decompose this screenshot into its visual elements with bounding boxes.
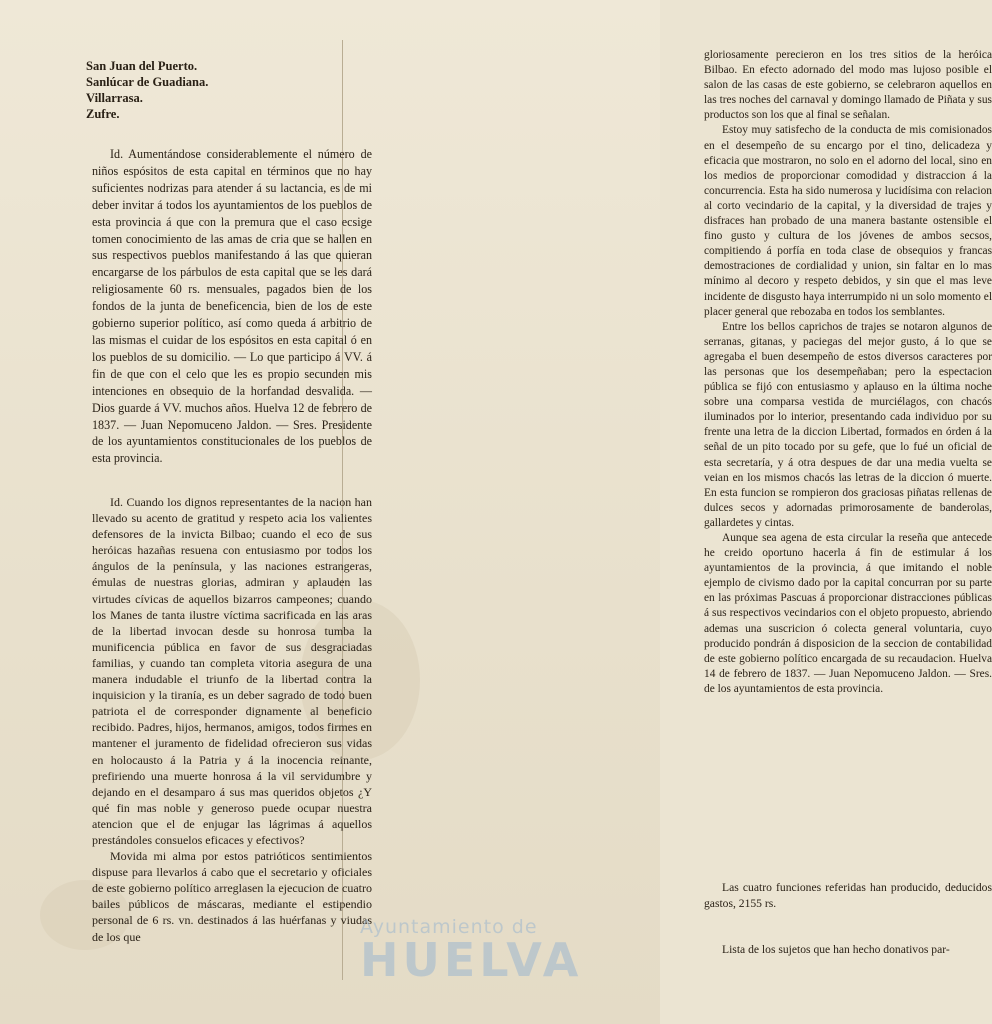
proceeds-paragraph: Las cuatro funciones referidas han producido, deducidos gastos, 2155 rs. xyxy=(704,881,992,910)
town-list xyxy=(86,58,208,122)
town-item: San Juan del Puerto. xyxy=(86,59,198,73)
archive-watermark xyxy=(360,916,583,987)
commission-paragraph: Estoy muy satisfecho de la conducta de mis comisionados en el desempeño de su encargo por el tino, delicadeza y eficacia que mostraron, no solo en el adorno del local, sino en los medios de proporcionar comodidad y distraccion á la concurrencia. Esta ha sido numerosa y lucidísima con relacion al corto vecindario de la capital, y la diversidad de trajes y disfraces han probado de una manera bastante ostensible el fino gusto y cultura de los jóvenes de ambos secsos, compitiendo á porfía en toda clase de obsequios y francas demostraciones de cordialidad y union, sin faltar en lo mas mínimo al decoro y respeto debidos, y sin que el mas leve incidente de disgusto haya interrumpido ni un solo momento el placer general que rebozaba en todos los semblantes. xyxy=(704,124,992,318)
donor-list-heading: Lista de los sujetos que han hecho donativos par- xyxy=(722,943,950,956)
circular-children-paragraph: Id. Aumentándose considerablemente el número de niños espósitos de esta capital en términos que no hay suficientes nodrizas para atender á su lactancia, es de mi deber invitar á todos los ayuntamientos de los pueblos de esta provincia á que con la premura que el caso ecsige tomen conocimiento de las amas de cria que se hallen en sus respectivos pueblos manifestando á las que quieran encargarse de los párbulos de esta capital que se les dará religiosamente 60 rs. mensuales, pagados bien de los fondos de la junta de beneficencia, bien de los de este gobierno superior político, así como queda á arbitrio de las mismas el cuidar de los espósitos en esta capital ó en los pueblos de su domicilio. — Lo que participo á VV. á fin de que con el celo que les es propio secunden mis intenciones en obsequio de la horfandad desvalida. — Dios guarde á VV. muchos años. Huelva 12 de febrero de 1837. — Juan Nepomuceno Jaldon. — Sres. Presidente de los ayuntamientos constitucionales de los pueblos de esta provincia. xyxy=(92,147,372,466)
closing-paragraph: Aunque sea agena de esta circular la reseña que antecede he creido oportuno hacerla á fin de estimular á los ayuntamientos de la provincia, á que imitando el noble ejemplo de civismo dado por la capital concurran por su parte en las próximas Pascuas á proporcionar distracciones públicas á sus respectivos vecindarios con el objeto propuesto, abriendo ademas una suscricion ó colecta general voluntaria, cuyo producido pondrán á disposicion de la seccion de contabilidad de este gobierno político encargada de su recaudacion. Huelva 14 de febrero de 1837. — Juan Nepomuceno Jaldon. — Sres. de los ayuntamientos de esta provincia. xyxy=(704,532,992,695)
watermark-line2: HUELVA xyxy=(360,933,583,987)
watermark-line1: Ayuntamiento de xyxy=(360,916,538,938)
circular-bilbao-paragraph: Id. Cuando los dignos representantes de la nacion han llevado su acento de gratitud y respeto acia los valientes defensores de la invicta Bilbao; cuando el eco de sus heróicas hazañas resuena con entusiasmo por todos los ángulos de la península, y las naciones estrangeras, émulas de nuestras glorias, admiran y aplauden las virtudes cívicas de aquellos bizarros campeones; cuando los Manes de tanta ilustre víctima sacrificada en las aras de la libertad invocan desde su honrosa tumba la munificencia pública en favor de sus desgraciadas familias, y cuando tan completa vitoria asegura de una manera indudable el triunfo de la libertad contra la inquisicion y la tiranía, es un deber sagrado de todo buen patriota el de corresponder dignamente al beneficio recibido. Padres, hijos, hermanos, amigos, todos firmes en mantener el juramento de fidelidad ofrecieron sus vidas en holocausto á la Patria y á la inocencia reinante, prefiriendo una muerte honrosa á la vil servidumbre y dejando en el desamparo á sus mas queridos objetos ¿Y qué fin mas noble y generoso puede ocupar nuestra atencion que el de enjugar las lágrimas á aquellos prestándoles consuelos eficaces y efectivos? xyxy=(92,495,372,847)
town-item: Villarrasa. xyxy=(86,91,143,105)
town-item: Zufre. xyxy=(86,107,120,121)
circular-balls-paragraph: Movida mi alma por estos patrióticos sentimientos dispuse para llevarlos á cabo que el secretario y oficiales de este gobierno político arreglasen la ejecucion de cuatro bailes públicos de máscaras, mediante el estipendio personal de 6 rs. vn. destinados á las huérfanas y viudas de los que xyxy=(92,849,372,944)
costumes-paragraph: Entre los bellos caprichos de trajes se notaron algunos de serranas, gitanas, y paciegas del mejor gusto, á lo que se agregaba el buen desempeño de estos diversos caracteres por las personas que los desempeñaban; pero la espectacion pública se fijó con entusiasmo y aplauso en la última noche sobre una comparsa vestida de murciélagos, con chacós iluminados por lo interior, presentando cada individuo por su frente una letra de la diccion Libertad, formados en órden á la señal de un pito tocado por su gefe, que lo fué un oficial de esta secretaría, y á otra despues de dar una media vuelta se veian en los mismos chacós las letras de la diccion ó muerte. En esta funcion se rompieron dos graciosas piñatas rellenas de dulces secos y adornadas primorosamente de banderolas, gallardetes y cintas. xyxy=(704,320,992,529)
continuation-paragraph: gloriosamente perecieron en los tres sitios de la heróica Bilbao. En efecto adornado del modo mas lujoso posible el salon de las casas de este gobierno, se celebraron aquellos en las tres noches del carnaval y domingo llamado de Piñata y sus productos son los que al final se señalan. xyxy=(704,49,992,122)
town-item: Sanlúcar de Guadiana. xyxy=(86,75,209,89)
